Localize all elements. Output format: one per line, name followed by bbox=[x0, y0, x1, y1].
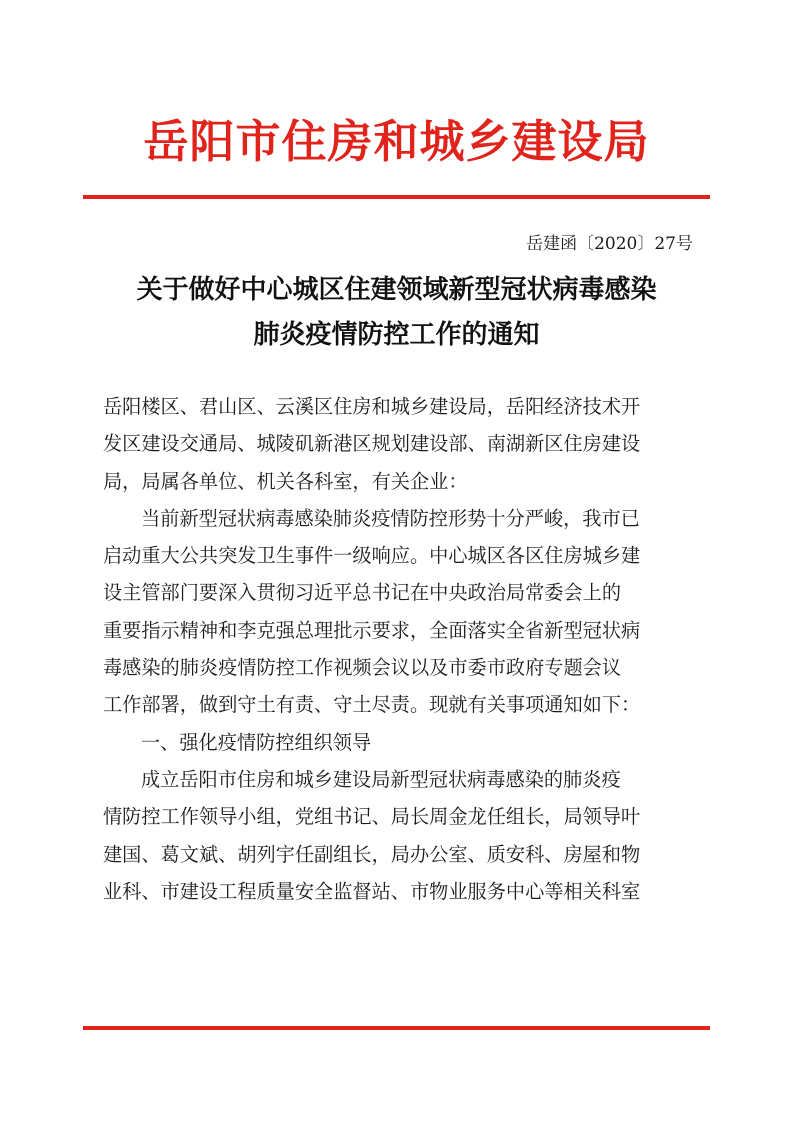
agency-masthead: 岳阳市住房和城乡建设局 bbox=[143, 115, 650, 168]
paragraph-line: 情防控工作领导小组，党组书记、局长周金龙任组长，局领导叶 bbox=[103, 805, 641, 829]
paragraph-line: 启动重大公共突发卫生事件一级响应。中心城区各区住房城乡建 bbox=[103, 544, 641, 568]
paragraph-line: 毒感染的肺炎疫情防控工作视频会议以及市委市政府专题会议 bbox=[103, 656, 622, 680]
addressee-line: 发区建设交通局、城陵矶新港区规划建设部、南湖新区住房建设 bbox=[103, 432, 641, 456]
document-title bbox=[80, 268, 713, 358]
section-heading: 一、强化疫情防控组织领导 bbox=[141, 730, 372, 754]
title-line-2: 肺炎疫情防控工作的通知 bbox=[253, 320, 540, 350]
paragraph-line: 设主管部门要深入贯彻习近平总书记在中央政治局常委会上的 bbox=[103, 581, 622, 605]
document-body bbox=[103, 388, 695, 910]
addressee-line: 岳阳楼区、君山区、云溪区住房和城乡建设局，岳阳经济技术开 bbox=[103, 395, 641, 418]
paragraph-line: 成立岳阳市住房和城乡建设局新型冠状病毒感染的肺炎疫 bbox=[141, 767, 621, 791]
paragraph-line: 建国、葛文斌、胡列宇任副组长，局办公室、质安科、房屋和物 bbox=[103, 842, 641, 866]
footer-red-rule bbox=[83, 1026, 710, 1030]
paragraph-line: 业科、市建设工程质量安全监督站、市物业服务中心等相关科室 bbox=[103, 879, 641, 903]
paragraph-line: 工作部署，做到守土有责、守土尽责。现就有关事项通知如下： bbox=[103, 693, 641, 717]
addressee-line: 局，局属各单位、机关各科室，有关企业： bbox=[103, 469, 468, 493]
title-line-1: 关于做好中心城区住建领域新型冠状病毒感染 bbox=[136, 275, 657, 305]
paragraph-line: 重要指示精神和李克强总理批示要求，全面落实全省新型冠状病 bbox=[103, 618, 641, 642]
document-number: 岳建函〔2020〕27号 bbox=[526, 234, 693, 254]
masthead-red-rule bbox=[83, 195, 710, 199]
paragraph-line: 当前新型冠状病毒感染肺炎疫情防控形势十分严峻，我市已 bbox=[141, 506, 640, 530]
